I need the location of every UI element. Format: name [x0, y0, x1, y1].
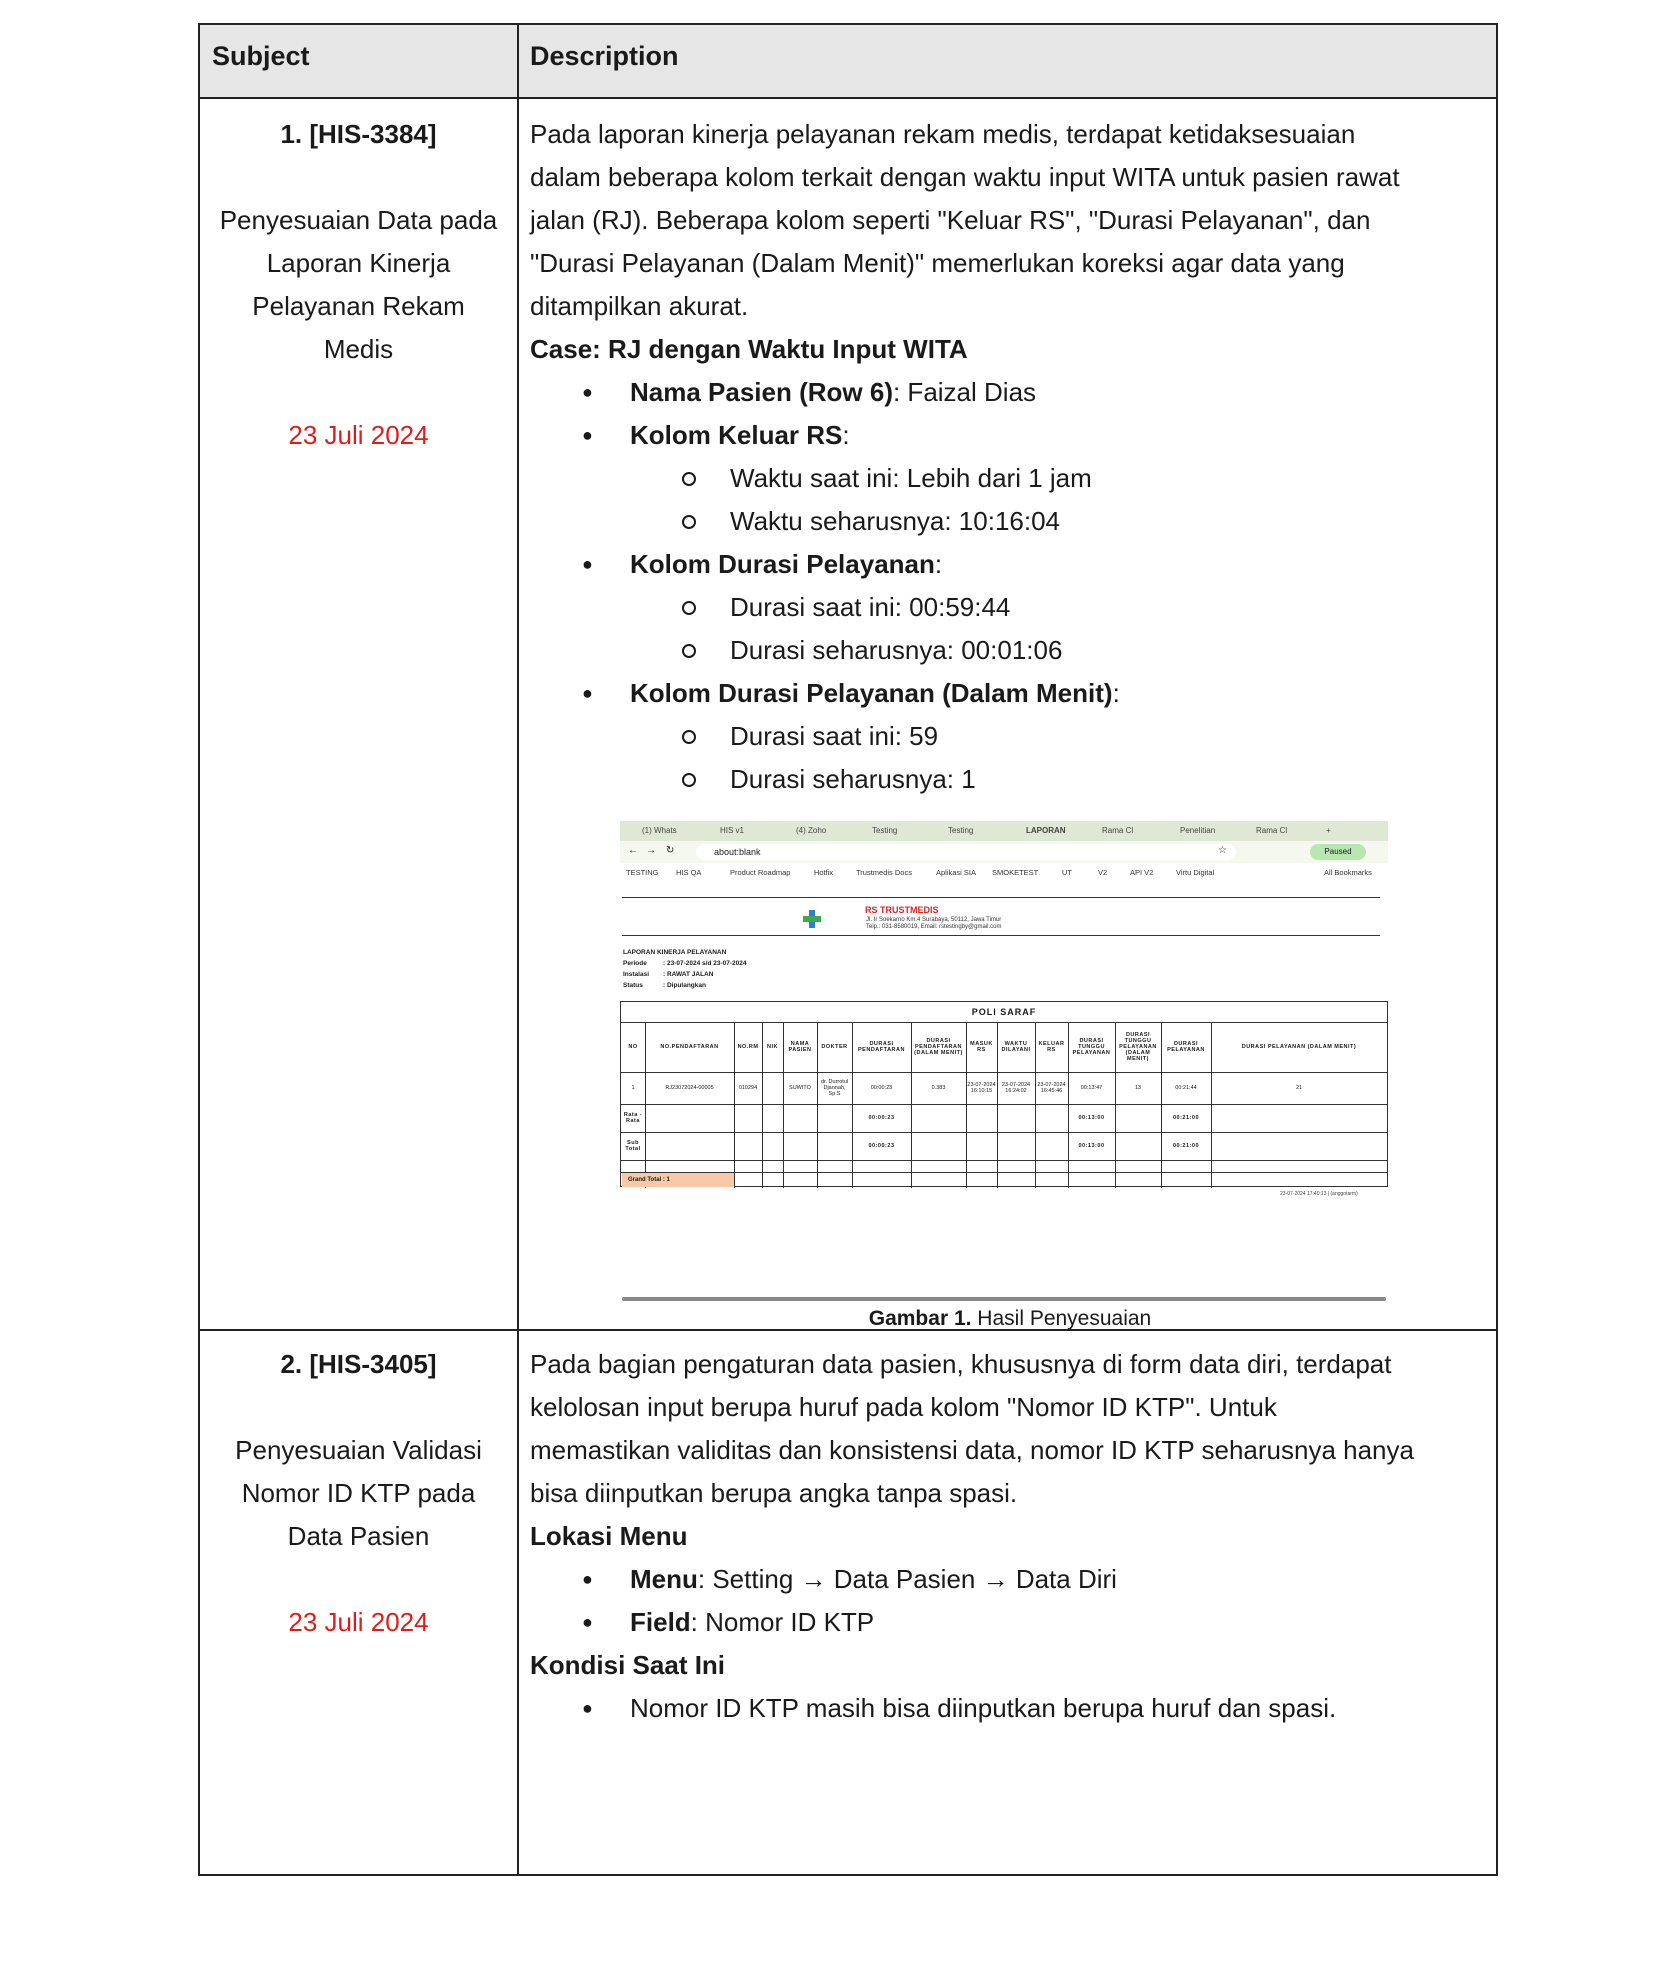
report-column-header: DURASI PELAYANAN: [1167, 1041, 1205, 1053]
hospital-logo-icon: [802, 909, 822, 929]
report-row-line: [621, 1104, 1387, 1105]
rata-durasi-pelayanan: 00:21:00: [1172, 1115, 1200, 1121]
hospital-address: [866, 917, 1002, 931]
meta-key: Instalasi: [623, 971, 650, 978]
url-field: about:blank: [696, 844, 1236, 860]
bullet-value: : Faizal Dias: [892, 377, 1037, 407]
rata-durasi-pendaftaran: 00:00:23: [868, 1115, 895, 1121]
meta-value: : RAWAT JALAN: [663, 971, 714, 978]
sub-bullet: Durasi saat ini: 00:59:44: [530, 586, 1490, 629]
row1-title-3: Pelayanan Rekam: [252, 291, 465, 321]
subtotal-label: Sub Total: [625, 1140, 641, 1152]
report-row-line: [621, 1160, 1387, 1161]
row1-intro-4: "Durasi Pelayanan (Dalam Menit)" memerlukan koreksi agar data yang: [530, 248, 1345, 278]
report-meta: [623, 947, 746, 991]
row2-intro-1: Pada bagian pengaturan data pasien, khususnya di form data diri, terdapat: [530, 1349, 1392, 1379]
report-cell: 23-07-2024 16:45:46: [1037, 1082, 1066, 1094]
report-row-line: [621, 1132, 1387, 1133]
sub-bullet: Durasi seharusnya: 1: [530, 758, 1490, 801]
row2-intro-2: kelolosan input berupa huruf pada kolom "Nomor ID KTP". Untuk: [530, 1392, 1277, 1422]
bullet-suffix: :: [1112, 678, 1120, 708]
report-cell: 00:13:47: [1080, 1085, 1103, 1091]
bullet-field: [530, 1601, 1490, 1644]
report-column-header: DURASI PENDAFTARAN: [858, 1041, 905, 1053]
report-column-header: DOKTER: [821, 1044, 848, 1050]
caption-text: Hasil Penyesuaian: [971, 1307, 1152, 1330]
row1-intro-1: Pada laporan kinerja pelayanan rekam medis, terdapat ketidaksesuaian: [530, 119, 1356, 149]
report-column-header: DURASI PELAYANAN (DALAM MENIT): [1241, 1044, 1357, 1050]
row1-intro-5: ditampilkan akurat.: [530, 291, 749, 321]
report-row-line: [621, 1172, 1387, 1173]
hospital-contact-line: Telp.: 031-8580019, Email: rstestingby@gmail.com: [866, 924, 1002, 930]
bullet-label: Kolom Durasi Pelayanan (Dalam Menit): [630, 678, 1113, 708]
subtotal-durasi-pendaftaran: 00:00:23: [868, 1143, 895, 1149]
row2-title-2: Nomor ID KTP pada: [241, 1478, 476, 1508]
row2-description: [530, 1343, 1490, 1730]
bookmark: TESTING: [626, 868, 659, 877]
print-stamp: 23-07-2024 17:40:13 | (anggotarm): [1280, 1191, 1358, 1197]
row1-subject: [200, 113, 517, 457]
row2-intro-3: memastikan validitas dan konsistensi data, nomor ID KTP seharusnya hanya: [530, 1435, 1414, 1465]
bookmark: Virtu Digital: [1176, 868, 1215, 877]
report-cell: 010294: [738, 1085, 758, 1091]
bullet-durasi-menit: [530, 672, 1490, 715]
hospital-address-line: Jl. Ir Soekarno Km.4 Surabaya, 50112, Jawa Timur: [866, 917, 1002, 923]
document-table: [198, 23, 1498, 1876]
sub-bullet: Waktu seharusnya: 10:16:04: [530, 500, 1490, 543]
report-column-header: WAKTU DILAYANI: [1001, 1041, 1031, 1053]
subtotal-durasi-tunggu: 00:13:00: [1078, 1143, 1105, 1149]
sub-bullet: Durasi seharusnya: 00:01:06: [530, 629, 1490, 672]
report-column-header: NO.RM: [737, 1044, 759, 1050]
browser-tab-active: LAPORAN: [1026, 826, 1066, 835]
bookmark: API V2: [1130, 868, 1154, 877]
bullet-value: : Setting → Data Pasien → Data Diri: [697, 1564, 1117, 1594]
report-column-header: DURASI PENDAFTARAN (DALAM MENIT): [914, 1038, 963, 1056]
table-header: [200, 25, 1496, 99]
column-divider: [517, 25, 519, 1874]
browser-tab: Penelitian: [1180, 826, 1216, 835]
report-column-header: DURASI TUNGGU PELAYANAN: [1072, 1038, 1111, 1056]
bookmark: Hotfix: [814, 868, 834, 877]
bookmarks-bar: [620, 863, 1388, 883]
row1-description: [530, 113, 1490, 801]
row2-title-1: Penyesuaian Validasi: [235, 1435, 482, 1465]
meta-row: [623, 969, 746, 980]
bookmark: All Bookmarks: [1324, 868, 1372, 877]
horizontal-scrollbar: [622, 1297, 1386, 1301]
report-cell: 00:21:44: [1175, 1085, 1197, 1091]
report-cell: 00:00:23: [870, 1085, 893, 1091]
bullet-label: Field: [630, 1607, 691, 1637]
report-column-header: DURASI TUNGGU PELAYANAN (DALAM MENIT): [1119, 1032, 1157, 1062]
meta-key: Periode: [623, 960, 647, 967]
bookmark: Product Roadmap: [730, 868, 791, 877]
case-heading: Case: RJ dengan Waktu Input WITA: [530, 334, 968, 364]
reload-icon: ↻: [666, 845, 675, 856]
bullet-nama-pasien: [530, 371, 1490, 414]
report-cell: [762, 1072, 783, 1104]
bullet-durasi-pelayanan: [530, 543, 1490, 586]
sub-bullet: Durasi saat ini: 59: [530, 715, 1490, 758]
browser-tab: Rama Cl: [1102, 826, 1134, 835]
bullet-menu: [530, 1558, 1490, 1601]
browser-tab: (1) Whats: [642, 826, 677, 835]
report-column-header: NIK: [767, 1044, 778, 1050]
report-rule: [622, 897, 1380, 898]
browser-tab: Rama Cl: [1256, 826, 1288, 835]
bullet-keluar-rs: [530, 414, 1490, 457]
meta-value: : Dipulangkan: [663, 982, 706, 989]
subtotal-durasi-pelayanan: 00:21:00: [1172, 1143, 1200, 1149]
report-cell: 13: [1134, 1085, 1142, 1091]
report-column-header: KELUAR RS: [1038, 1041, 1065, 1053]
report-column-header: NO: [628, 1044, 638, 1050]
bookmark: UT: [1062, 868, 1072, 877]
bullet-suffix: :: [842, 420, 850, 450]
bookmark: HIS QA: [676, 868, 702, 877]
report-table-title: POLI SARAF: [621, 1002, 1387, 1023]
row2-subject: [200, 1343, 517, 1644]
header-description: Description: [530, 41, 679, 71]
forward-icon: →: [646, 845, 656, 856]
rata-label: Rata - Rata: [623, 1112, 643, 1124]
browser-tab-bar: [620, 821, 1388, 841]
grand-total: Grand Total : 1: [622, 1173, 734, 1187]
bullet-label: Kolom Durasi Pelayanan: [630, 549, 935, 579]
row1-date: 23 Juli 2024: [288, 420, 429, 450]
paused-badge: Paused: [1310, 844, 1366, 860]
figure-screenshot: [620, 821, 1388, 1306]
report-cell: 21: [1295, 1085, 1303, 1091]
bullet-value: : Nomor ID KTP: [690, 1607, 875, 1637]
bullet-label: Nama Pasien (Row 6): [630, 377, 893, 407]
report-row-line: [621, 1186, 1387, 1187]
bookmark: V2: [1098, 868, 1108, 877]
bullet-kondisi: ● Nomor ID KTP masih bisa diinputkan berupa huruf dan spasi.: [530, 1687, 1490, 1730]
report-cell: SUWITO: [789, 1085, 811, 1091]
report-column-header: NO.PENDAFTARAN: [660, 1044, 719, 1050]
browser-tab: Testing: [872, 826, 898, 835]
browser-tab: (4) Zoho: [796, 826, 827, 835]
bullet-label: Kolom Keluar RS: [630, 420, 843, 450]
lokasi-heading: Lokasi Menu: [530, 1521, 688, 1551]
report-table: [620, 1001, 1388, 1187]
header-subject: Subject: [212, 41, 310, 71]
new-tab-icon: +: [1326, 826, 1331, 835]
row1-title-4: Medis: [323, 334, 394, 364]
row2-title-3: Data Pasien: [287, 1521, 430, 1551]
report-cell: 23-07-2024 16:24:02: [1001, 1082, 1031, 1094]
bookmark: SMOKETEST: [992, 868, 1039, 877]
meta-key: Status: [623, 982, 643, 989]
star-icon: ☆: [1218, 845, 1227, 856]
row1-title-2: Laporan Kinerja: [266, 248, 451, 278]
report-title: LAPORAN KINERJA PELAYANAN: [623, 949, 727, 956]
report-column-header: NAMA PASIEN: [788, 1041, 812, 1053]
bullet-label: Menu: [630, 1564, 698, 1594]
row1-intro-2: dalam beberapa kolom terkait dengan waktu input WITA untuk pasien rawat: [530, 162, 1400, 192]
row2-number: 2. [HIS-3405]: [280, 1349, 437, 1379]
kondisi-heading: Kondisi Saat Ini: [530, 1650, 726, 1680]
meta-value: : 23-07-2024 s/d 23-07-2024: [663, 960, 747, 967]
sub-bullet: Waktu saat ini: Lebih dari 1 jam: [530, 457, 1490, 500]
report-cell: 0.383: [931, 1085, 946, 1091]
row1-intro-3: jalan (RJ). Beberapa kolom seperti "Keluar RS", "Durasi Pelayanan", dan: [530, 205, 1371, 235]
browser-tab: HIS v1: [720, 826, 745, 835]
report-column-header: MASUK RS: [970, 1041, 993, 1053]
browser-address-bar: [620, 841, 1388, 863]
figure-caption: [530, 1307, 1490, 1331]
row2-intro-4: bisa diinputkan berupa angka tanpa spasi.: [530, 1478, 1018, 1508]
bookmark: Trustmedis Docs: [856, 868, 912, 877]
browser-tab: Testing: [948, 826, 974, 835]
meta-row: [623, 980, 746, 991]
report-rule: [622, 935, 1380, 936]
report-cell: RJ23072024-00005: [665, 1085, 714, 1091]
row1-number: 1. [HIS-3384]: [280, 119, 437, 149]
rata-durasi-tunggu: 00:13:00: [1078, 1115, 1105, 1121]
hospital-name: RS TRUSTMEDIS: [865, 905, 939, 915]
row1-title-1: Penyesuaian Data pada: [219, 205, 498, 235]
report-cell: 23-07-2024 16:10:15: [967, 1082, 996, 1094]
back-icon: ←: [628, 845, 638, 856]
caption-label: Gambar 1.: [868, 1307, 972, 1330]
bullet-suffix: :: [934, 549, 943, 579]
row2-date: 23 Juli 2024: [288, 1607, 429, 1637]
report-cell: 1: [631, 1085, 635, 1091]
meta-row: [623, 958, 746, 969]
bookmark: Aplikasi SIA: [936, 868, 977, 877]
report-cell: dr. Durrotul Djannah, Sp.S: [820, 1079, 849, 1097]
